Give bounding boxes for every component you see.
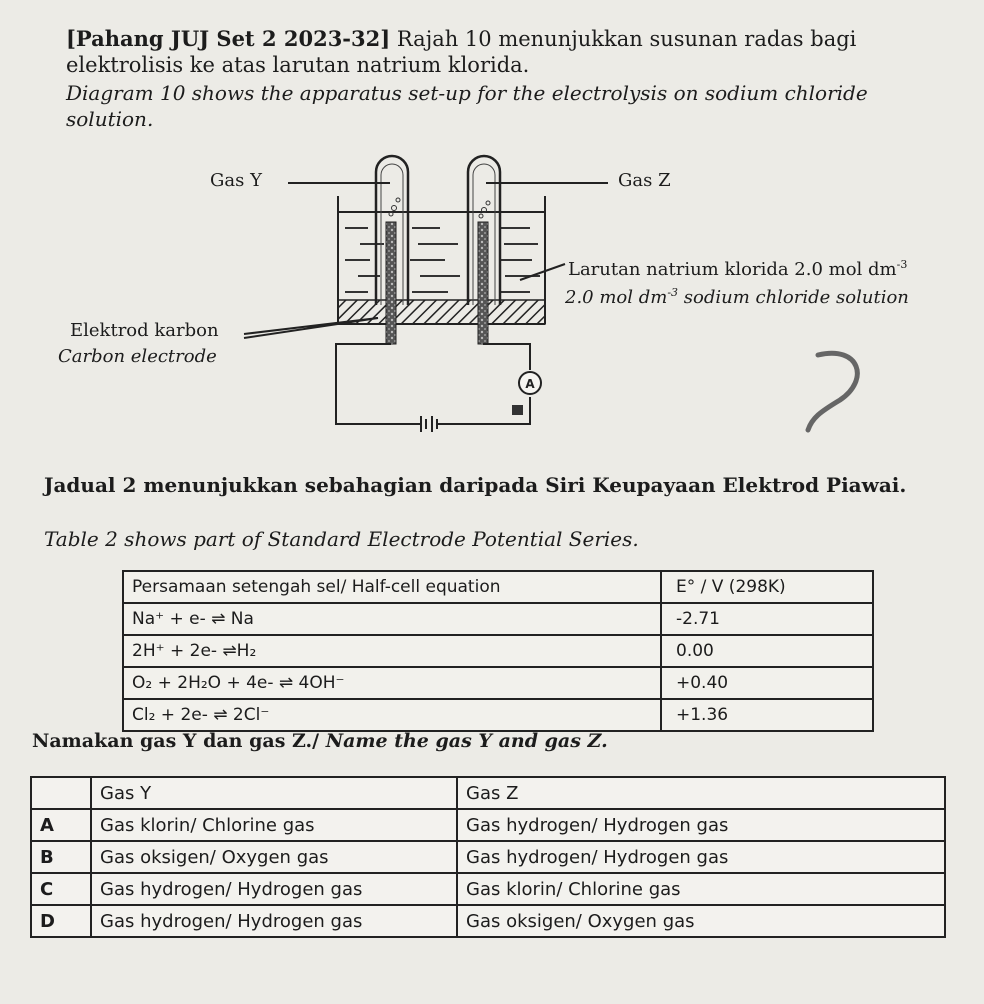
table-row (123, 603, 873, 635)
option-gas-y: Gas hydrogen/ Hydrogen gas (91, 905, 457, 937)
table-row (123, 667, 873, 699)
option-gas-z: Gas klorin/ Chlorine gas (457, 873, 945, 905)
question-text-english: Diagram 10 shows the apparatus set-up for the electrolysis on sodium chloride solution. (66, 81, 868, 131)
table2-intro-english: Table 2 shows part of Standard Electrode Potential Series. (44, 527, 639, 551)
prompt-text: Namakan gas Y dan gas Z./ Name the gas Y and gas Z. (32, 730, 608, 752)
header-half-cell: Persamaan setengah sel/ Half-cell equation (123, 571, 661, 603)
half-cell-equation: 2H⁺ + 2e- ⇌H₂ (123, 635, 661, 667)
answer-option-a[interactable] (31, 809, 945, 841)
ammeter-label: A (525, 377, 535, 391)
option-gas-z: Gas hydrogen/ Hydrogen gas (457, 809, 945, 841)
option-key: D (31, 905, 91, 937)
option-key: C (31, 873, 91, 905)
question-source: [Pahang JUJ Set 2 2023-32] (66, 26, 391, 51)
option-gas-y: Gas hydrogen/ Hydrogen gas (91, 873, 457, 905)
beaker (338, 196, 545, 324)
potential-value: 0.00 (661, 635, 873, 667)
right-carbon-electrode (478, 222, 488, 344)
half-cell-equation: Na⁺ + e- ⇌ Na (123, 603, 661, 635)
external-circuit (336, 344, 530, 432)
table-header-row (123, 571, 873, 603)
option-key: B (31, 841, 91, 873)
table-row (123, 635, 873, 667)
answer-option-b[interactable] (31, 841, 945, 873)
header-gas-y: Gas Y (91, 777, 457, 809)
switch-icon (512, 405, 523, 415)
option-key: A (31, 809, 91, 841)
option-gas-z: Gas hydrogen/ Hydrogen gas (457, 841, 945, 873)
solution-label-english: 2.0 mol $dm^{-3}$ sodium chloride solution (565, 286, 909, 308)
option-gas-y: Gas klorin/ Chlorine gas (91, 809, 457, 841)
answer-option-c[interactable] (31, 873, 945, 905)
gas-y-label: Gas Y (210, 170, 262, 191)
potential-value: +0.40 (661, 667, 873, 699)
electrode-leader (244, 318, 378, 338)
table2-intro-malay: Jadual 2 menunjukkan sebahagian daripada Siri Keupayaan Elektrod Piawai. (44, 473, 907, 497)
half-cell-equation: O₂ + 2H₂O + 4e- ⇌ 4OH⁻ (123, 667, 661, 699)
electrode-label-malay: Elektrod karbon (70, 320, 219, 341)
electrolysis-diagram (0, 0, 984, 470)
gas-bubbles (389, 198, 490, 218)
potential-value: +1.36 (661, 699, 873, 731)
table-row (123, 699, 873, 731)
pencil-mark-icon (808, 353, 857, 430)
electrode-label-english: Carbon electrode (58, 346, 217, 367)
left-carbon-electrode (386, 222, 396, 344)
gas-z-label: Gas Z (618, 170, 671, 191)
option-gas-y: Gas oksigen/ Oxygen gas (91, 841, 457, 873)
question-malay-body: Rajah 10 menunjukkan susunan radas bagi elektrolisis ke atas larutan natrium klorida. (66, 27, 857, 77)
answer-header-row (31, 777, 945, 809)
answer-option-d[interactable] (31, 905, 945, 937)
solution-leader (520, 264, 565, 280)
header-potential: E° / V (298K) (661, 571, 873, 603)
option-gas-z: Gas oksigen/ Oxygen gas (457, 905, 945, 937)
potential-value: -2.71 (661, 603, 873, 635)
half-cell-equation: Cl₂ + 2e- ⇌ 2Cl⁻ (123, 699, 661, 731)
answer-options-table (30, 776, 946, 938)
solution-label-malay: Larutan natrium klorida 2.0 mol $dm^{-3}$ (568, 258, 908, 280)
electrode-potential-table (122, 570, 874, 732)
header-gas-z: Gas Z (457, 777, 945, 809)
